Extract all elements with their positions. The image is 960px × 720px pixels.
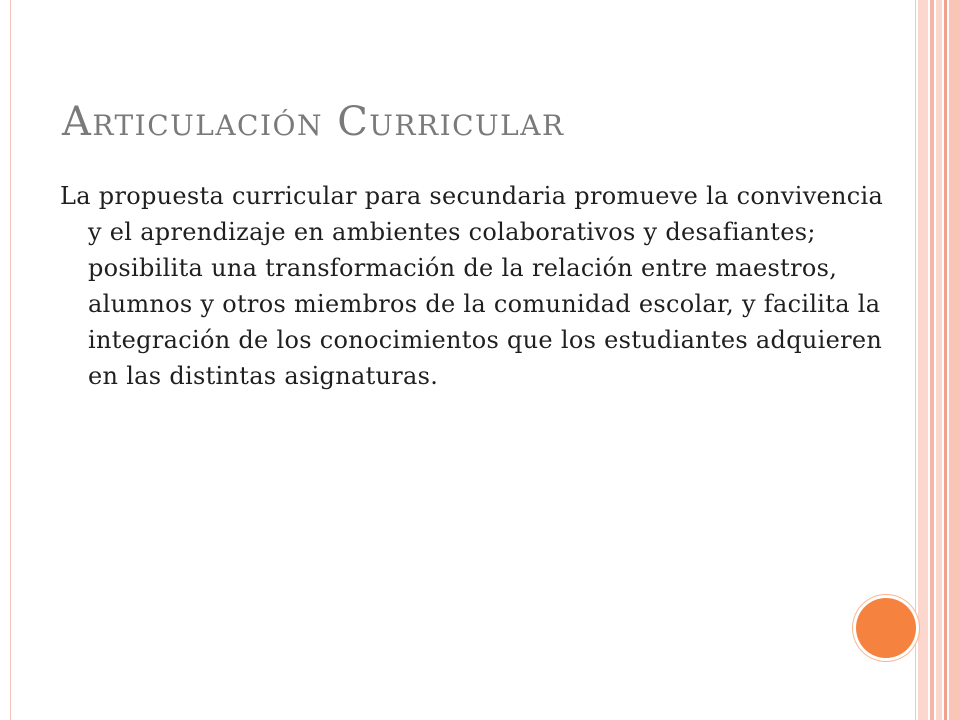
stripe [918, 0, 928, 720]
accent-circle [856, 598, 916, 658]
stripe [936, 0, 942, 720]
decorative-stripes [918, 0, 960, 720]
slide-title: Articulación Curricular [62, 99, 565, 145]
stripe [949, 0, 960, 720]
slide-body-text: La propuesta curricular para secundaria promueve la convivencia y el aprendizaje en ambientes colaborativos y desafiantes; posibilita una transformación de la relación entre maestros, alumnos y otros miembros de la comunidad escolar, y facilita la integración de los conocimientos que los estudiantes adquieren en las distintas asignaturas. [60, 182, 884, 390]
stripe [930, 0, 934, 720]
stripe [944, 0, 947, 720]
